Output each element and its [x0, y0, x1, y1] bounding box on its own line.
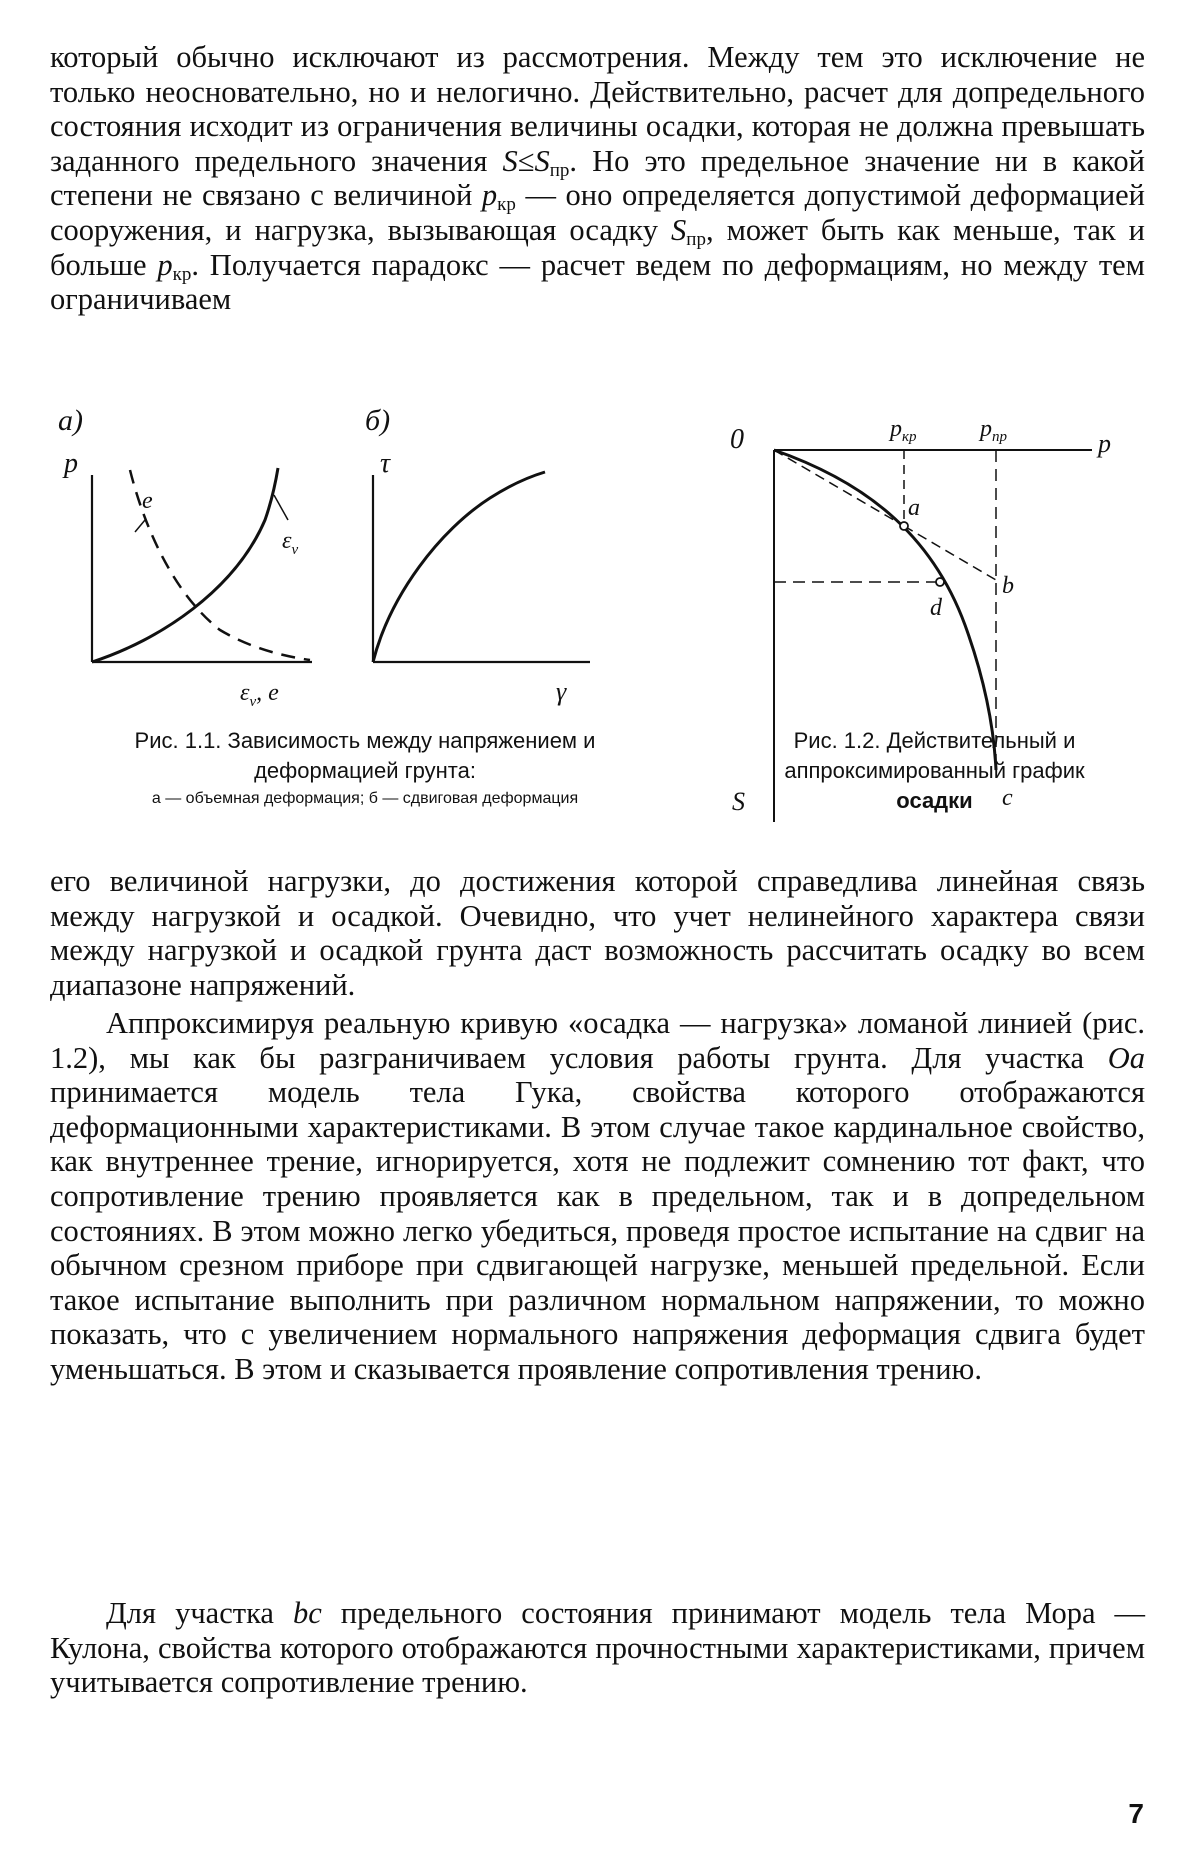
paragraph-1-text-c: — оно определяется допустимой деформацией сооружения, и нагрузка, вызывающая осадку — [50, 178, 1145, 247]
panel-a-label: а) — [58, 404, 83, 437]
origin-label: 0 — [730, 424, 744, 455]
symbol-p-kr-2: p — [157, 247, 173, 282]
paragraph-3 — [50, 1006, 1145, 1387]
figure-1-2-caption-line1: Рис. 1.2. Действительный и — [793, 728, 1076, 753]
paragraph-2-text: его величиной нагрузки, до достижения которой справедлива линейная связь между нагрузкой и осадкой. Очевидно, что учет нелинейного характера связи между нагрузкой и осадкой грунта даст возможность рассчитать осадку во всем диапазоне напряжений. — [50, 864, 1145, 1002]
paragraph-1-text-b: . Но это предельное значение ни в какой степени не связано с величиной — [50, 143, 1145, 213]
panel-a-curve-ev — [92, 468, 278, 662]
symbol-s: S — [502, 143, 518, 178]
panel-a-e-leader — [135, 520, 145, 532]
panel-a-ev-leader — [274, 495, 288, 520]
s-axis-label: S — [732, 787, 745, 816]
paragraph-2 — [50, 864, 1145, 1002]
p-axis-label: p — [1098, 429, 1111, 458]
figure-1-1-panel-b — [360, 380, 640, 720]
symbol-s-pr-sub: пр — [549, 159, 570, 181]
paragraph-1-text-e: . Получается парадокс — расчет ведем по деформациям, но между тем ограничиваем — [50, 247, 1145, 317]
point-b-label: b — [1002, 573, 1014, 599]
paragraph-4 — [50, 1596, 1145, 1700]
figure-1-1-caption — [50, 726, 680, 812]
point-a-label: a — [908, 495, 920, 521]
figure-1-1-caption-line3: а — объемная деформация; б — сдвиговая деформация — [151, 790, 579, 807]
page-number: 7 — [1128, 1798, 1144, 1829]
segment-bc: bc — [292, 1596, 322, 1630]
approx-segment-oa — [774, 450, 904, 526]
panel-a-curve-e-label: e — [142, 488, 153, 514]
paragraph-1-text-a: который обычно исключают из рассмотрения. Между тем это исключение не только неосновательно, но и нелогично. Действительно, расчет для допредельного состояния исходит из ограничения величины осадки, которая не должна превышать заданного предельного значения — [50, 40, 1145, 178]
paragraph-1 — [50, 40, 1145, 317]
panel-a-y-label: p — [64, 448, 78, 479]
symbol-le: ≤ — [517, 143, 535, 178]
panel-b-label: б) — [365, 404, 391, 437]
panel-b-curve — [373, 472, 545, 662]
paragraph-4-text-b: предельного состояния принимают модель тела Мора — Кулона, свойства которого отображаются прочностными характеристиками, причем учитывается сопротивление трению. — [50, 1596, 1145, 1700]
approx-segment-ab — [904, 526, 996, 580]
figure-1-1-a-graphic — [50, 380, 350, 720]
panel-a-curve-ev-label: $\varepsilon_v$ — [282, 528, 299, 558]
paragraph-3-text-b: принимается модель тела Гука, свойства которого отображаются деформационными характеристиками. В этом случае такое кардинальное свойство, как внутреннее трение, игнорируется, хотя не подлежит сомнению тот факт, что сопротивление трению проявляется как в предельном, так и в допредельном состояниях. В этом можно легко убедиться, проведя простое испытание на сдвиг на обычном срезном приборе при сдвигающей нагрузке, меньшей предельной. Если такое испытание выполнить при различном нормальном напряжении, то можно показать, что с увеличением нормального напряжения деформация сдвига будет уменьшаться. В этом и сказывается проявление сопротивления трению. — [50, 1075, 1145, 1386]
figure-1-1-caption-line1: Рис. 1.1. Зависимость между напряжением и — [134, 728, 596, 753]
p-pr-label: $p_{пр}$ — [980, 416, 1007, 445]
symbol-p-kr-sub: кр — [497, 194, 516, 216]
figure-1-2-caption-line2: аппроксимированный график — [784, 758, 1085, 783]
point-d-marker — [936, 578, 944, 586]
symbol-s-pr-2-sub: пр — [686, 228, 706, 250]
p-kr-label: $p_{кр}$ — [890, 416, 917, 445]
point-c-label: c — [1002, 785, 1013, 811]
paragraph-1-text-d: , может быть как меньше, так и больше — [50, 212, 1146, 282]
symbol-s-pr: S — [534, 143, 550, 178]
settlement-curve — [774, 450, 996, 770]
symbol-p-kr-2-sub: кр — [172, 263, 192, 285]
figure-1-2-caption — [712, 726, 1157, 816]
segment-oa: Оа — [1107, 1040, 1145, 1075]
point-a-marker — [900, 522, 908, 530]
point-d-label: d — [930, 595, 942, 621]
panel-b-y-label: τ — [380, 448, 391, 479]
panel-b-x-label: γ — [556, 677, 567, 706]
figure-1-1-panel-a — [50, 380, 350, 720]
symbol-s-pr-2: S — [671, 212, 687, 247]
panel-a-x-label: $\varepsilon_v$, e — [240, 680, 279, 710]
figure-1-1-caption-line2: деформацией грунта: — [254, 758, 476, 783]
symbol-p-kr: p — [481, 178, 498, 213]
figure-1-2-caption-line3: осадки — [896, 788, 973, 813]
paragraph-4-text-a: Для участка — [106, 1596, 293, 1630]
paragraph-3-text-a: Аппроксимируя реальную кривую «осадка — нагрузка» ломаной линией (рис. 1.2), мы как бы разграничиваем условия работы грунта. Для участка — [50, 1006, 1145, 1075]
figure-1-1-b-graphic — [360, 380, 640, 720]
